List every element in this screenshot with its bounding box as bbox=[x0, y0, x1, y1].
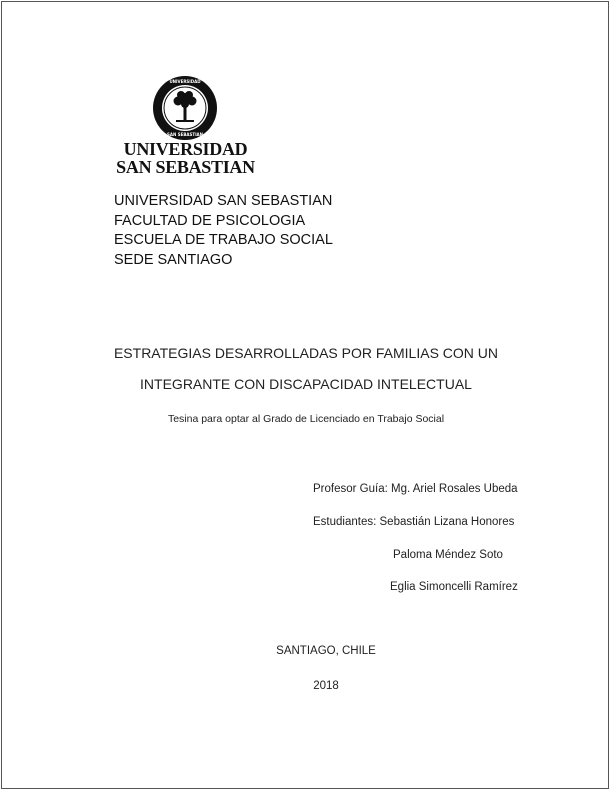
institution-campus: SEDE SANTIAGO bbox=[114, 251, 233, 268]
footer-year: 2018 bbox=[313, 680, 339, 692]
university-wordmark bbox=[113, 140, 258, 176]
students-label: Estudiantes: bbox=[313, 516, 377, 528]
student-name: Sebastián Lizana Honores bbox=[379, 516, 515, 528]
thesis-title-line-2: INTEGRANTE CON DISCAPACIDAD INTELECTUAL bbox=[140, 376, 472, 392]
wordmark-line-2: SAN SEBASTIAN bbox=[116, 157, 255, 177]
svg-text:UNIVERSIDAD: UNIVERSIDAD bbox=[169, 79, 201, 84]
university-seal-logo bbox=[152, 75, 218, 141]
advisor-name: Mg. Ariel Rosales Ubeda bbox=[391, 483, 518, 495]
thesis-subtitle: Tesina para optar al Grado de Licenciado en Trabajo Social bbox=[167, 413, 445, 425]
advisor-label: Profesor Guía: bbox=[313, 483, 388, 495]
thesis-title-line-1: ESTRATEGIAS DESARROLLADAS POR FAMILIAS CON UN bbox=[113, 345, 499, 361]
student-name: Paloma Méndez Soto bbox=[393, 549, 503, 561]
advisor-line bbox=[313, 483, 518, 495]
institution-faculty: FACULTAD DE PSICOLOGIA bbox=[114, 212, 306, 229]
footer-place: SANTIAGO, CHILE bbox=[276, 645, 376, 657]
institution-block bbox=[114, 192, 333, 270]
students-line bbox=[313, 516, 514, 528]
student-name: Eglia Simoncelli Ramírez bbox=[390, 581, 518, 593]
institution-university: UNIVERSIDAD SAN SEBASTIAN bbox=[114, 193, 333, 209]
svg-text:SAN SEBASTIAN: SAN SEBASTIAN bbox=[166, 132, 204, 137]
wordmark-line-1: UNIVERSIDAD bbox=[123, 139, 248, 159]
institution-school: ESCUELA DE TRABAJO SOCIAL bbox=[114, 232, 333, 248]
page-border bbox=[1, 1, 609, 789]
